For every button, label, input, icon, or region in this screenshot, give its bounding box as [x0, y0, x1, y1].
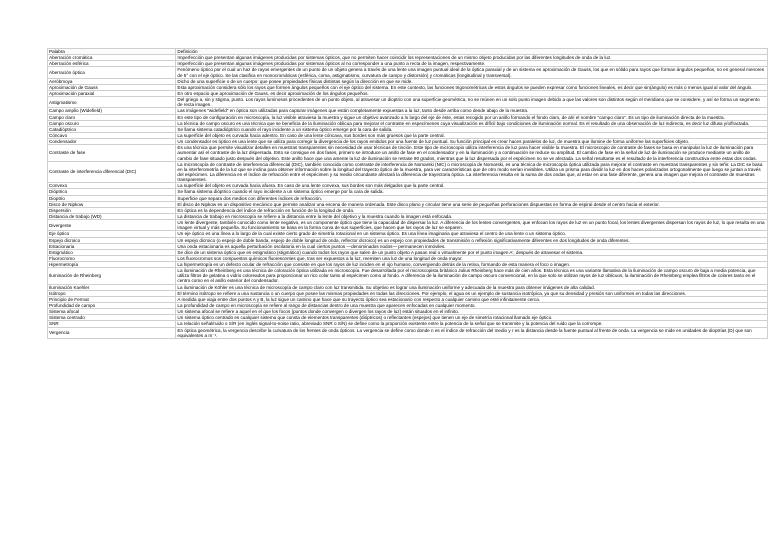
term-cell[interactable]: Catadióptrico [48, 126, 176, 132]
term-cell[interactable]: Convexo [48, 183, 176, 189]
term-cell[interactable]: Campo amplio (Widefield) [48, 108, 176, 114]
term-cell[interactable]: Divergente [48, 220, 176, 231]
definition-cell[interactable]: La superficie del objeto es curvada hacia adentro. En caso de una lente cóncava, sus bordes son más gruesos que la parte central. [176, 132, 768, 138]
table-row [48, 161, 768, 183]
table-row [48, 268, 768, 284]
definition-cell[interactable]: Un sistema afocal se refiere a aquel en el que los focos (puntos donde convergen o divergen los rayos de luz) están situados en el infinito. [176, 309, 768, 315]
term-cell[interactable]: Condensador [48, 139, 176, 145]
definition-cell[interactable]: Se llama sistema catadióptrico cuando el rayo incidente a un sistema óptico emerge por la cara de salida. [176, 126, 768, 132]
term-cell[interactable]: Aproximación paraxial [48, 90, 176, 96]
term-cell[interactable]: SNR [48, 321, 176, 327]
definition-cell[interactable]: Dicho de una superficie o de un cuerpo: que posee propiedades físicas distintas según la dirección en que se mide. [176, 78, 768, 84]
term-cell[interactable]: Aberración óptica [48, 67, 176, 78]
definition-cell[interactable]: La profundidad de campo en microscopía se refiere al rango de distancias dentro de una muestra que aparecen enfocadas en cualquier momento. [176, 303, 768, 309]
term-cell[interactable]: Disco de Nipkow [48, 201, 176, 207]
definition-cell[interactable]: Un lente divergente, también conocido como lente negativo, es un componente óptico que tiene la capacidad de dispersar la luz. A diferencia de los lentes convergentes, que enfocan los rayos de luz en un punto focal, los lentes divergentes dispersan los rayos de luz, lo que resulta en una imagen virtual y más pequeña. Su funcionamiento se basa en la forma curva de sus superficies, que hacen que los rayos de luz se separen. [176, 220, 768, 231]
definition-cell[interactable]: Superficie que separa dos medios con diferentes índices de refracción. [176, 195, 768, 201]
term-cell[interactable]: Contraste de interferencia diferencial (DIC) [48, 161, 176, 183]
term-cell[interactable]: Cóncavo [48, 132, 176, 138]
definition-cell[interactable]: En este tipo de configuración en microscopía, la luz visible atraviesa la muestra y sigue un objetivo avanzado a lo largo del eje de éste, estas recogido por un anillo formando el fondo claro, de ahí el nombre "campo claro". Es un tipo de iluminación directa de la muestra. [176, 114, 768, 120]
table-row [48, 327, 768, 338]
header-term-cell[interactable]: Palabra [48, 49, 176, 55]
definition-cell[interactable]: La técnica de campo oscuro es una técnica que se beneficia de la iluminación oblicua para mejorar el contraste en especímenes cuya visualización es difícil bajo condiciones de iluminación normal. Es el resultado de una observación de luz indirecta, es decir luz difusa y/o/fractada. [176, 120, 768, 126]
definition-cell[interactable]: La hipermetropía es un defecto ocular de refracción que consiste en que los rayos de luz inciden en el ojo humano, convergiendo detrás de la retina, formando de esta manera el foco o imagen. [176, 262, 768, 268]
definition-cell[interactable]: La microscopía de contraste de interferencia diferencial (DIC), también conocida como contraste de interferencia de Nomarski (NIC) o microscopía de Nomarski, es una técnica de microscopía óptica utilizada para mejorar el contraste en muestras transparentes y sin teñir. La DIC se basa en la interferometría de la luz que se inclina para obtener información sobre la longitud del trayecto óptico de la muestra, para ver características que de otro modo serían invisibles. Utiliza un prisma para dividir la luz en dos haces polarizados ortogonalmente que luego se juntan a través del espécimen. La diferencia en el índice de refracción entre el espécimen y su medio circundante afectará la diferencia de trayectoria óptica. La interferencia resulta en la suma de dos ondas que, al estar en una fase diferente, genera una imagen que mejora el contraste de muestras transparentes. [176, 161, 768, 183]
term-cell[interactable]: Estacionaria [48, 243, 176, 249]
term-cell[interactable]: Sistema centrado [48, 315, 176, 321]
definition-cell[interactable]: Una onda estacionaria es aquella perturbación oscilatoria en la cual ciertos puntos —denominados nodos— permanecen inmóviles. [176, 243, 768, 249]
definition-cell[interactable]: Se dice de un sistema óptico que es estigmático (stigmático) cuando todos los rayos que salen de un punto objeto A pasan real o virtualmente por el punto imagen A', después de atravesar el sistema. [176, 249, 768, 255]
term-cell[interactable]: Distancia de trabajo (WD) [48, 213, 176, 219]
term-cell[interactable]: Iluminación de Rheinberg [48, 268, 176, 284]
definition-cell[interactable]: Un condensador es óptico es una lente que se utiliza para corregir la divergencia de los rayos emitidos por una fuente de luz puntual. Su función principal es crear haces paralelos de luz, de muestra que ilumine de forma uniforme las superficies objeto. [176, 139, 768, 145]
definition-cell[interactable]: Esta aproximación considera sólo los rayos que formen ángulos pequeños con el eje óptico del sistema. En este contexto, las funciones trigonométricas de estos ángulos se pueden expresar como funciones lineales, es decir que sin(ángulo) es más o menos igual al valor del ángulo. [176, 84, 768, 90]
term-cell[interactable]: Aberración esférica [48, 61, 176, 67]
term-cell[interactable]: Aeróbmoya [48, 78, 176, 84]
glossary-body [48, 49, 768, 339]
term-cell[interactable]: Isótropo [48, 290, 176, 296]
definition-cell[interactable]: Los fluorocromos son compuestos químicos fluorescentes que, tras ser expuestos a la luz, reemiten una luz de una longitud de onda mayor. [176, 255, 768, 261]
definition-cell[interactable]: Imperfección que presentan algunas imágenes producidas por sistemas ópticos al no corresponder a una punto a recta de la imagen, respectivamente. [176, 61, 768, 67]
table-row [48, 97, 768, 108]
definition-cell[interactable]: Un sistema óptico centrado es cualquier sistema que consta de elementos transparentes (dióptricos) o reflectantes (espejos) que tienen un eje de simetría rotacional llamado eje óptico. [176, 315, 768, 321]
definition-cell[interactable]: Un espejo dicroico (o espejo de doble banda, espejo de doble longitud de onda, reflector dicroico) es un espejo con propiedades de transmisión o reflexión significativamente diferentes en dos longitudes de onda diferentes. [176, 237, 768, 243]
term-cell[interactable]: Aproximación de Gauss [48, 84, 176, 90]
definition-cell[interactable]: Imperfección que presentan algunas imágenes producidas por sistemas ópticos, que no permiten hacer coincidir los representaciones de un mismo objeto producidas por las diferentes longitudes de onda de la luz. [176, 55, 768, 61]
glossary-table [47, 48, 768, 339]
table-row [48, 220, 768, 231]
term-cell[interactable]: Principio de Fermat [48, 296, 176, 302]
term-cell[interactable]: Dioptrio [48, 195, 176, 201]
definition-cell[interactable]: Las imágenes "widefield" en óptica son utilizadas para capturar imágenes que están completamente expuestas a la luz, tanto desde arriba como desde abajo de la muestra. [176, 108, 768, 114]
term-cell[interactable]: Dispersión [48, 207, 176, 213]
definition-cell[interactable]: La iluminación de Rheinberg es una técnica de coloración óptica utilizada en microscopía. Fue desarrollada por el microscopista británico Julius Rheinberg hace más de cien años. Esta técnica es una variante llamativa de la iluminación de campo oscuro de baja a media potencia, que utiliza filtros de gelatina o vidrio coloreados para proporcionar un rico color tanto al espécimen como al fondo. A diferencia de la iluminación de campo oscuro convencional, en la que solo se utilizan rayos de luz oblicuos, la iluminación de Rheinberg emplea filtros de colores tanto en el centro como en el anillo exterior del condensador. [176, 268, 768, 284]
definition-cell[interactable]: La distancia de trabajo en microscopía se refiere a la distancia entre la lente del objetivo y la muestra cuando la imagen está enfocada. [176, 213, 768, 219]
definition-cell[interactable]: El término isótropo se refiere a una sustancia o un cuerpo que posee las mismas propiedades en todas las direcciones. Por ejemplo, el agua es un ejemplo de sustancia isotrópica, ya que su densidad y presión son uniformes en todas las direcciones. [176, 290, 768, 296]
term-cell[interactable]: Contraste de fase [48, 145, 176, 161]
table-row [48, 67, 768, 78]
term-cell[interactable]: Hipermetropía [48, 262, 176, 268]
term-cell[interactable]: Estigmático [48, 249, 176, 255]
definition-cell[interactable]: La superficie del objeto es curvada hacia afuera. En caso de una lente convexa, sus bordes son más delgados que la parte central. [176, 183, 768, 189]
term-cell[interactable]: Sistema afocal [48, 309, 176, 315]
definition-cell[interactable]: La iluminación de Köhler es una técnica de microscopía de campo claro con luz transmitida. Su objetivo es lograr una iluminación uniforme y adecuada de la muestra para obtener imágenes de alta calidad. [176, 284, 768, 290]
definition-cell[interactable]: En óptica es la dependencia del índice de refracción en función de la longitud de onda. [176, 207, 768, 213]
term-cell[interactable]: Vergencia [48, 327, 176, 338]
definition-cell[interactable]: Fenómeno óptico por el cual un haz de rayos emergentes de un punto de un objeto genera a través de una lente una imagen puntual ideal de la óptica paraxial y de un sistema en aproximación de Gauss, los que en sólido para rayos que forman ángulos pequeños, no en general menores de 5° con el eje óptico. Se las clasifica en monocromáticas (esférica, coma, astigmatismo, curvatura de campo y distorsión) y cromáticas (longitudinal y transversal). [176, 67, 768, 78]
definition-cell[interactable]: Del griego a, sin y stigma, punto. Los rayos luminosos procedentes de un punto objeto, al atravesar un dioptrio con una superficie geométrica, no se reúnen en un solo punto imagen debido a que las valores son distintos según el meridiano que se considere, y así se forma un segmento de recta imagen. [176, 97, 768, 108]
header-definition-cell[interactable]: Definición [176, 49, 768, 55]
definition-cell[interactable]: Un eje óptico es una línea a lo largo de la cual existe cierto grado de simetría rotacional en un sistema óptico. Es una línea imaginaria que atraviesa el centro de una lente o un sistema óptico. [176, 231, 768, 237]
definition-cell[interactable]: En otro espacio que aproximación de Gauss, es decir aproximación de los ángulos pequeños. [176, 90, 768, 96]
definition-cell[interactable]: Es una técnica que permite visualizar detalles en muestras transparentes sin necesidad de usar técnicas de tinción. Este tipo de microscopio utiliza interferencia de luz para hacer visible la muestra. El microscopio de contraste de fases se basa en manipular la luz de iluminación para aumentar así el contraste de la luz dispersada. Esto se consigue en dos fases, primero se introduce un anillo de fase en el condensador y en la iluminación y a continuación se reduce su amplitud. El cambio de fase en la señal de luz de iluminación se produce mediante un anillo de cambio de fase situado justo después del objetivo. Este anillo hace que una amente la luz de iluminación se retrase 90 grados, mientras que la luz dispersada por el espécimen no se ve afectada. La señal resultante es el resultado de la interferencia constructiva entre estas dos ondas. [176, 145, 768, 161]
term-cell[interactable]: Fluorocromo [48, 255, 176, 261]
definition-cell[interactable]: La relación señal/ruido o S/R (en inglés signal-to-noise ratio, abreviado SNR o S/N) se define como la proporción existente entre la potencia de la señal que se transmite y la potencia del ruido que la corrompe. [176, 321, 768, 327]
term-cell[interactable]: Espejo dicroico [48, 237, 176, 243]
term-cell[interactable]: Profundidad de campo [48, 303, 176, 309]
table-row [48, 145, 768, 161]
definition-cell[interactable]: En óptica geométrica, la vergencia describe la curvatura de los frentes de onda ópticos. La vergencia se define como donde n es el índice de refracción del medio y r es la distancia desde la fuente puntual al frente de onda. La vergencia se mide en unidades de dioptrías (D) que son equivalentes a m⁻¹. [176, 327, 768, 338]
definition-cell[interactable]: A medida que viaja entre dos puntos A y B, la luz sigue un camino que hace que su trayecto óptico sea estacionario con respecto a cualquier camino que esté infinitamente cerca. [176, 296, 768, 302]
term-cell[interactable]: Aberración cromática [48, 55, 176, 61]
term-cell[interactable]: Astigmatismo [48, 97, 176, 108]
term-cell[interactable]: Campo oscuro [48, 120, 176, 126]
term-cell[interactable]: Campo claro [48, 114, 176, 120]
term-cell[interactable]: Dióptrico [48, 189, 176, 195]
definition-cell[interactable]: El disco de Nipkow es un dispositivo mecánico que permite analizar una escena de manera ordenada. Este disco plano y circular tiene una serie de pequeñas perforaciones dispuestas en forma de espiral desde el centro hacia el exterior. [176, 201, 768, 207]
term-cell[interactable]: Eje óptico [48, 231, 176, 237]
definition-cell[interactable]: Se llama sistema dióptrico cuando el rayo incidente a un sistema óptico emerge por la cara de salida. [176, 189, 768, 195]
term-cell[interactable]: Iluminación Koehler [48, 284, 176, 290]
